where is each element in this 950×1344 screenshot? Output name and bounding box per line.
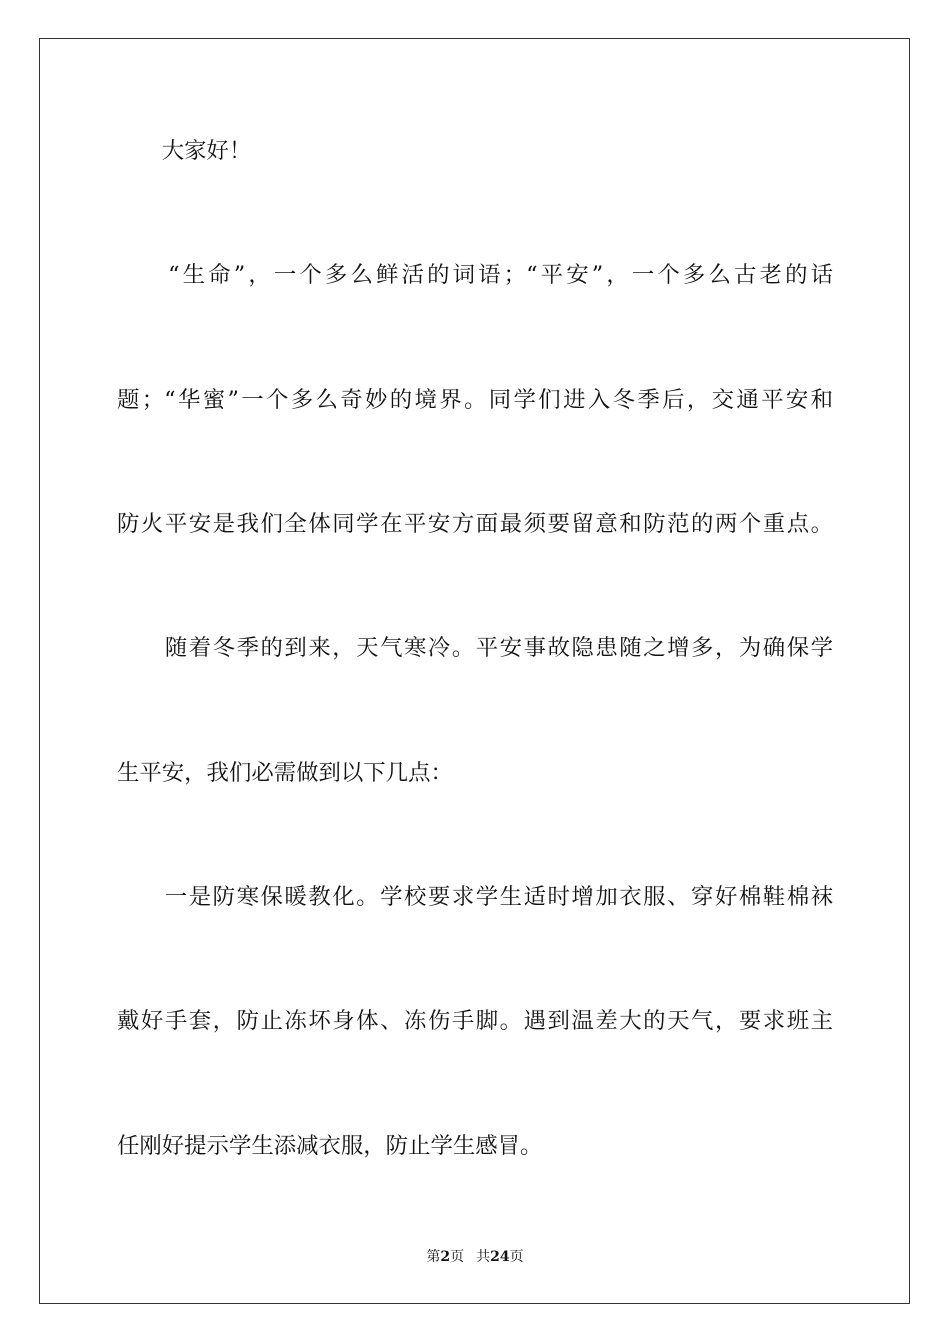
total-label-suffix: 页 [509,1249,524,1265]
paragraph-line: 随着冬季的到来，天气寒冷。平安事故隐患随之增多，为确保学 [117,635,833,661]
paragraph-line: 一是防寒保暖教化。学校要求学生适时增加衣服、穿好棉鞋棉袜 [117,884,833,910]
page-label-suffix: 页 [450,1249,465,1265]
total-page-count: 24 [490,1249,510,1265]
paragraph-line: 生平安，我们必需做到以下几点： [117,760,453,786]
page-label-prefix: 第 [426,1249,441,1265]
paragraph-line: 题；“华蜜”一个多么奇妙的境界。同学们进入冬季后，交通平安和 [117,387,833,413]
page-border [39,38,910,1304]
paragraph-line: 大家好！ [117,138,252,164]
current-page-number: 2 [440,1249,451,1265]
paragraph-line: 任刚好提示学生添减衣服，防止学生感冒。 [117,1133,543,1159]
total-label-prefix: 共 [476,1249,491,1265]
paragraph-line: “生命”，一个多么鲜活的词语；“平安”，一个多么古老的话 [117,262,833,288]
paragraph-line: 防火平安是我们全体同学在平安方面最须要留意和防范的两个重点。 [117,511,833,537]
page-footer [0,1247,950,1267]
paragraph-line: 戴好手套，防止冻坏身体、冻伤手脚。遇到温差大的天气，要求班主 [117,1008,833,1034]
